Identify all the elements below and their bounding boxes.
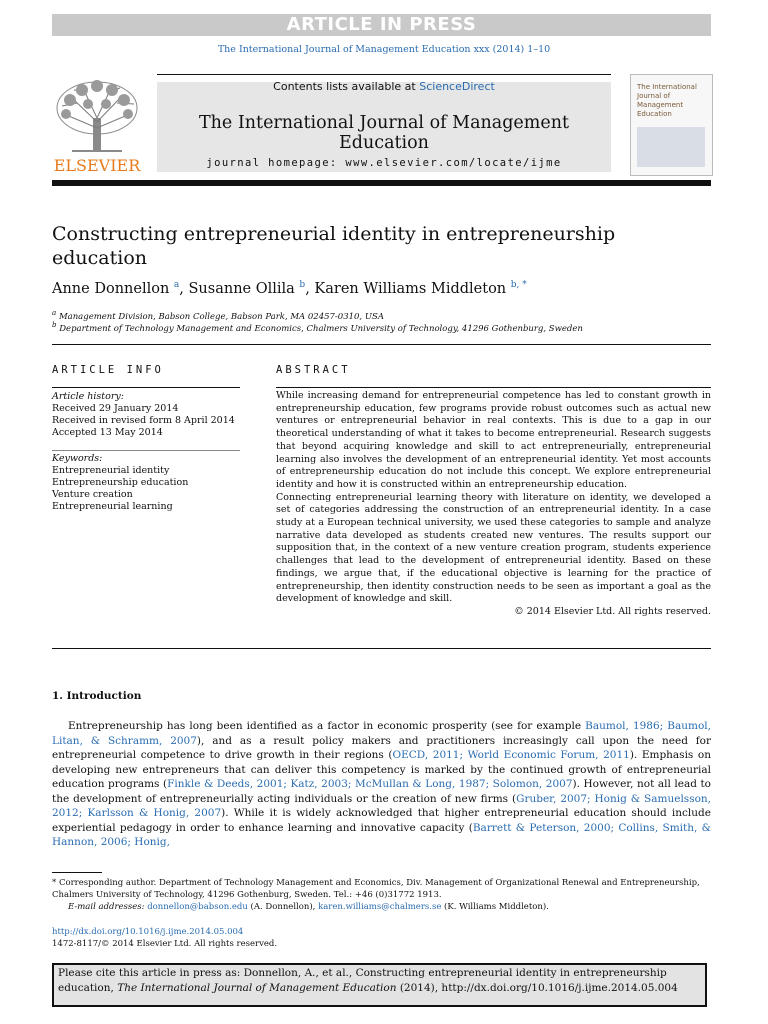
author-list bbox=[52, 280, 527, 297]
intro-text: ). However, not all lead to the development of entrepreneurially acting individuals or the creation of new firms ( bbox=[52, 778, 712, 805]
abstract-rule bbox=[276, 387, 711, 388]
citation-link[interactable]: Gruber, 2007; Honig & Samuelsson, 2012; Karlsson & Honig, 2007 bbox=[52, 792, 711, 819]
keywords bbox=[52, 453, 242, 513]
keyword: Entrepreneurship education bbox=[52, 477, 189, 488]
history-item: Received 29 January 2014 bbox=[52, 403, 179, 414]
cover-title: The International Journal of Management Education bbox=[637, 83, 697, 118]
intro-text: Entrepreneurship has long been identified as a factor in economic prosperity (see for example bbox=[68, 720, 586, 732]
elsevier-wordmark: ELSEVIER bbox=[53, 156, 141, 175]
masthead-thick-rule bbox=[52, 180, 711, 186]
doi-link[interactable]: http://dx.doi.org/10.1016/j.ijme.2014.05.004 bbox=[52, 927, 244, 937]
article-in-press-banner: ARTICLE IN PRESS bbox=[52, 14, 711, 36]
citation-link[interactable]: Finkle & Deeds, 2001; Katz, 2003; McMullan & Long, 1987; Solomon, 2007 bbox=[167, 778, 573, 790]
abstract-paragraph: While increasing demand for entrepreneurial competence has led to constant growth in entrepreneurship education, few programs provide robust outcomes such as actual new ventures or entrepreneurial behavior in real contexts. This is due to a gap in our theoretical understanding of what it takes to become entrepreneurial. Research suggests that beyond acquiring knowledge and skill to act entrepreneurially, entrepreneurial learning also involves the development of an entrepreneurial identity. Yet most accounts of entrepreneurship education do not include this concept. We explore entrepreneurial identity and how it is constructed within an entrepreneurship education. bbox=[276, 390, 711, 490]
elsevier-logo bbox=[52, 78, 142, 176]
article-history bbox=[52, 391, 242, 439]
contents-available-line bbox=[157, 80, 611, 93]
abstract-heading: ABSTRACT bbox=[276, 364, 351, 376]
history-item: Received in revised form 8 April 2014 bbox=[52, 415, 235, 426]
keywords-rule bbox=[52, 450, 240, 451]
history-item: Accepted 13 May 2014 bbox=[52, 427, 163, 438]
history-label: Article history: bbox=[52, 391, 124, 402]
introduction-paragraph bbox=[52, 719, 711, 850]
keyword: Venture creation bbox=[52, 489, 133, 500]
cite-this-article-box bbox=[52, 963, 707, 1007]
affiliation-b bbox=[52, 320, 583, 334]
email-owner: (A. Donnellon), bbox=[247, 902, 319, 912]
keyword: Entrepreneurial learning bbox=[52, 501, 173, 512]
citation-text: Please cite this article in press as: Donnellon, A., et al., Constructing entrepreneurial identity in entrepreneurship education, bbox=[58, 967, 667, 994]
section-rule bbox=[52, 648, 711, 649]
journal-title: The International Journal of Management Education bbox=[198, 113, 570, 153]
article-title: Constructing entrepreneurial identity in entrepreneurship education bbox=[52, 223, 616, 269]
issn-line: 1472-8117/© 2014 Elsevier Ltd. All rights reserved. bbox=[52, 939, 278, 949]
email-owner: (K. Williams Middleton). bbox=[441, 902, 549, 912]
introduction-heading: 1. Introduction bbox=[52, 690, 142, 702]
journal-citation-line[interactable]: The International Journal of Management Education xxx (2014) 1–10 bbox=[217, 44, 551, 55]
intro-text: ), and as a result policy makers and practitioners increasingly call upon the need for entrepreneurial competence to drive growth in their regions ( bbox=[52, 734, 711, 761]
author-affil-marker[interactable]: b, * bbox=[510, 280, 527, 290]
author-name: Karen Williams Middleton bbox=[314, 280, 507, 297]
author-name: Susanne Ollila bbox=[188, 280, 295, 297]
author-affil-marker[interactable]: b bbox=[299, 280, 306, 290]
introduction-body bbox=[52, 719, 711, 850]
keyword: Entrepreneurial identity bbox=[52, 465, 170, 476]
citation-link[interactable]: Baumol, 1986; Baumol, Litan, & Schramm, 2007 bbox=[52, 720, 712, 747]
cover-image bbox=[637, 127, 705, 167]
email-note bbox=[52, 901, 711, 913]
journal-cover-thumbnail bbox=[630, 74, 713, 176]
author-affil-marker[interactable]: a bbox=[173, 280, 180, 290]
abstract-paragraph: Connecting entrepreneurial learning theory with literature on identity, we developed a set of categories addressing the construction of an entrepreneurial identity. In a case study at a European technical university, we used these categories to sample and analyze narrative data developed as students created new ventures. The results support our supposition that, in the context of a new venture creation program, students experience challenges that lead to the development of entrepreneurial identity. Based on these findings, we argue that, if the educational objective is learning for the practice of entrepreneurship, then identity construction needs to be seen as important a goal as the development of knowledge and skill. bbox=[276, 491, 711, 605]
author-separator: , bbox=[179, 280, 189, 297]
contents-prefix: Contents lists available at bbox=[273, 80, 420, 93]
affil-marker: a bbox=[52, 308, 57, 317]
abstract-body bbox=[276, 390, 711, 619]
journal-homepage[interactable]: journal homepage: www.elsevier.com/locate/ijme bbox=[206, 157, 562, 169]
author-name: Anne Donnellon bbox=[52, 280, 170, 297]
intro-text: ). Emphasis on developing new entrepreneurs that can deliver this competency is marked by the continued growth of entrepreneurial education programs ( bbox=[52, 749, 711, 790]
citation-text: (2014), http://dx.doi.org/10.1016/j.ijme.2014.05.004 bbox=[396, 982, 678, 994]
email-label: E-mail addresses: bbox=[68, 902, 148, 912]
corresponding-author-note: * Corresponding author. Department of Technology Management and Economics, Div. Management of Organizational Renewal and Entrepreneurship, Chalmers University of Technology, 41296 Gothenburg, Sweden. Tel.: +46 (0)31772 1913. bbox=[52, 878, 700, 900]
keywords-label: Keywords: bbox=[52, 453, 103, 464]
section-rule bbox=[52, 344, 711, 345]
affil-text: Management Division, Babson College, Babson Park, MA 02457-0310, USA bbox=[58, 311, 384, 322]
article-info-heading: ARTICLE INFO bbox=[52, 364, 164, 376]
citation-link[interactable]: OECD, 2011; World Economic Forum, 2011 bbox=[392, 749, 630, 761]
sciencedirect-link[interactable]: ScienceDirect bbox=[419, 80, 495, 93]
footnote-rule bbox=[52, 872, 102, 873]
article-info-rule bbox=[52, 387, 240, 388]
author-separator: , bbox=[305, 280, 315, 297]
affil-marker: b bbox=[52, 320, 57, 329]
affil-text: Department of Technology Management and Economics, Chalmers University of Technology, 41296 Gothenburg, Sweden bbox=[59, 323, 583, 334]
email-link[interactable]: donnellon@babson.edu bbox=[147, 902, 248, 912]
citation-journal: The International Journal of Management Education bbox=[117, 982, 397, 994]
masthead-top-rule bbox=[157, 74, 611, 75]
email-link[interactable]: karen.williams@chalmers.se bbox=[318, 902, 442, 912]
abstract-copyright: © 2014 Elsevier Ltd. All rights reserved. bbox=[514, 605, 711, 617]
citation-link[interactable]: Barrett & Peterson, 2000; Collins, Smith, & Hannon, 2006; Honig, bbox=[52, 821, 711, 848]
intro-text: ). While it is widely acknowledged that higher entrepreneurial education should include experiential pedagogy in order to enhance learning and innovative capacity ( bbox=[52, 807, 711, 834]
